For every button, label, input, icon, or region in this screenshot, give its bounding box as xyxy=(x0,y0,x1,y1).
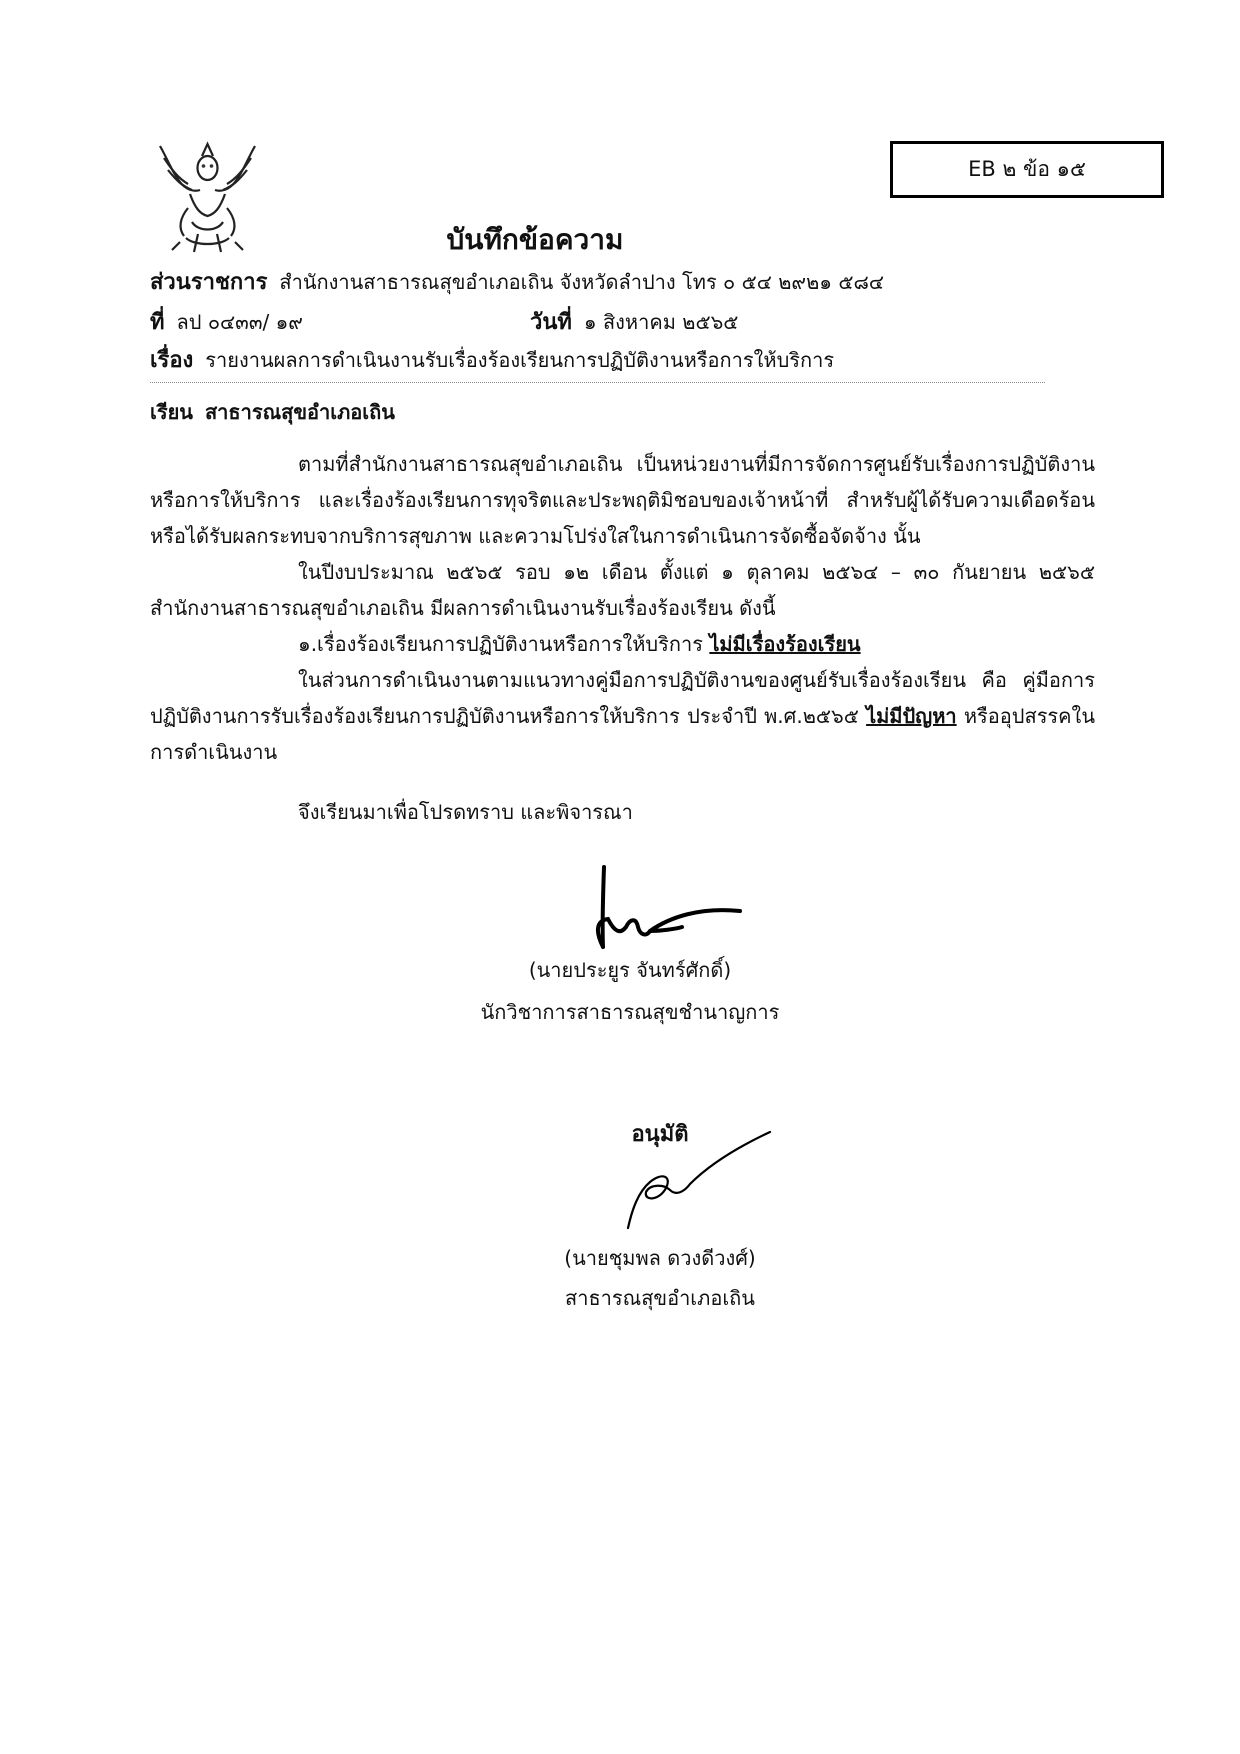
date-value: ๑ สิงหาคม ๒๕๖๕ xyxy=(583,310,739,334)
agency-line xyxy=(150,264,884,299)
salutation-recipient: สาธารณสุขอำเภอเถิน xyxy=(204,400,395,424)
page-title: บันทึกข้อความ xyxy=(446,223,624,256)
reference-number: ลป ๐๔๓๓/ ๑๙ xyxy=(176,310,303,334)
date-line xyxy=(530,304,738,339)
body-paragraph-1-text: ตามที่สำนักงานสาธารณสุขอำเภอเถิน เป็นหน่วยงานที่มีการจัดการศูนย์รับเรื่องการปฏิบัติงานหรือการให้บริการ และเรื่องร้องเรียนการทุจริตและประพฤติมิชอบของเจ้าหน้าที่ สำหรับผู้ได้รับความเดือดร้อนหรือได้รับผลกระทบจากบริการสุขภาพ และความโปร่งใสในการดำเนินการจัดซื้อจัดจ้าง นั้น xyxy=(150,452,1095,548)
signer-1-position: นักวิชาการสาธารณสุขชำนาญการ xyxy=(480,1000,780,1024)
salutation xyxy=(150,396,395,428)
closing-paragraph xyxy=(150,794,1095,830)
signer-2-name: (นายชุมพล ดวงดีวงศ์) xyxy=(564,1246,756,1270)
manual-text: ในส่วนการดำเนินงานตามแนวทางคู่มือการปฏิบัติงานของศูนย์รับเรื่องร้องเรียน คือ คู่มือการปฏิบัติงานการรับเรื่องร้องเรียนการปฏิบัติงานหรือการให้บริการ ประจำปี พ.ศ.๒๕๖๕ xyxy=(150,668,1095,728)
body-paragraph-3 xyxy=(150,626,1095,662)
subject-label: เรื่อง xyxy=(150,348,194,373)
document-reference-box xyxy=(890,141,1164,198)
header-divider xyxy=(150,382,1045,383)
reference-label: ที่ xyxy=(150,310,165,335)
signer-2-position: สาธารณสุขอำเภอเถิน xyxy=(565,1286,755,1310)
agency-label: ส่วนราชการ xyxy=(150,270,268,295)
body-paragraph-1 xyxy=(150,446,1095,554)
subject-line xyxy=(150,342,834,377)
signer-1-name: (นายประยูร จันทร์ศักดิ์) xyxy=(528,958,732,982)
agency-value: สำนักงานสาธารณสุขอำเภอเถิน จังหวัดลำปาง โทร ๐ ๕๔ ๒๙๒๑ ๕๘๔ xyxy=(279,270,885,294)
no-complaint-result: ไม่มีเรื่องร้องเรียน xyxy=(709,632,861,656)
signature-1-image xyxy=(590,855,760,955)
closing-text: จึงเรียนมาเพื่อโปรดทราบ และพิจารณา xyxy=(298,800,633,824)
reference-line xyxy=(150,304,303,339)
salutation-label: เรียน xyxy=(150,400,193,424)
body-paragraph-2 xyxy=(150,554,1095,626)
body-paragraph-2-text: ในปีงบประมาณ ๒๕๖๕ รอบ ๑๒ เดือน ตั้งแต่ ๑ ตุลาคม ๒๕๖๔ – ๓๐ กันยายน ๒๕๖๕ สำนักงานสาธารณสุขอำเภอเถิน มีผลการดำเนินงานรับเรื่องร้องเรียน ดังนี้ xyxy=(150,560,1095,620)
signature-2-image xyxy=(610,1126,780,1236)
manual-text-end: หรืออุปสรรคในการดำเนินงาน xyxy=(150,704,1095,764)
reference-code: EB ๒ ข้อ ๑๕ xyxy=(968,157,1086,181)
complaint-item-text: ๑.เรื่องร้องเรียนการปฏิบัติงานหรือการให้บริการ xyxy=(298,632,710,656)
subject-value: รายงานผลการดำเนินงานรับเรื่องร้องเรียนการปฏิบัติงานหรือการให้บริการ xyxy=(205,348,835,372)
date-label: วันที่ xyxy=(530,310,572,335)
approval-label: อนุมัติ xyxy=(631,1122,689,1147)
no-problem-result: ไม่มีปัญหา xyxy=(866,704,957,728)
body-paragraph-4 xyxy=(150,662,1095,770)
